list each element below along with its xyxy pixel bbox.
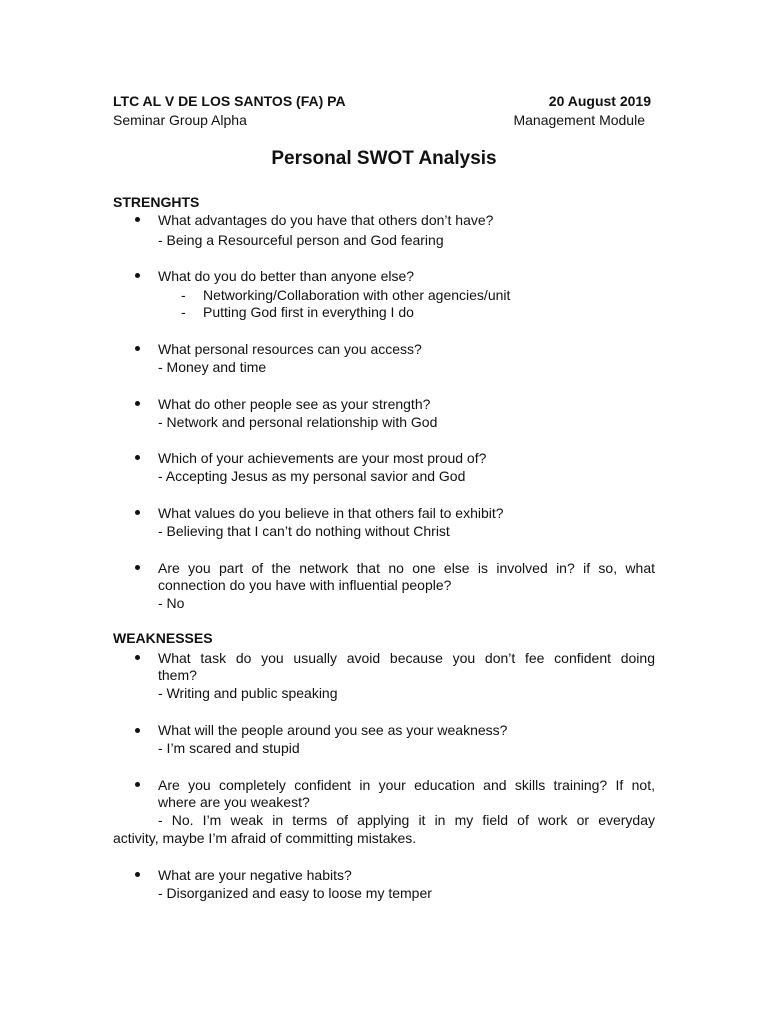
strength-answer-4: - Network and personal relationship with God: [158, 414, 438, 430]
strength-subitem-1: Networking/Collaboration with other agencies/unit: [203, 287, 511, 303]
bullet-icon: [135, 346, 140, 351]
strength-question-5: Which of your achievements are your most proud of?: [158, 450, 487, 466]
bullet-icon: [135, 728, 140, 733]
bullet-icon: [135, 217, 140, 222]
weaknesses-heading: WEAKNESSES: [113, 630, 213, 646]
dash-icon: -: [181, 287, 186, 303]
strength-question-3: What personal resources can you access?: [158, 341, 422, 357]
weakness-question-1-line-1: What task do you usually avoid because you don’t fee confident doing: [158, 650, 655, 666]
bullet-icon: [135, 655, 140, 660]
weakness-answer-3-line-2: activity, maybe I’m afraid of committing mistakes.: [113, 830, 417, 846]
weakness-answer-3-line-1: - No. I’m weak in terms of applying it in my field of work or everyday: [158, 812, 655, 828]
bullet-icon: [135, 455, 140, 460]
weakness-question-1-line-2: them?: [158, 667, 197, 683]
bullet-icon: [135, 782, 140, 787]
weakness-question-2: What will the people around you see as your weakness?: [158, 722, 508, 738]
strength-question-2: What do you do better than anyone else?: [158, 268, 415, 284]
weakness-question-3-line-2: where are you weakest?: [158, 794, 310, 810]
strength-question-4: What do other people see as your strength?: [158, 396, 431, 412]
bullet-icon: [135, 273, 140, 278]
bullet-icon: [135, 872, 140, 877]
strength-answer-1: - Being a Resourceful person and God fearing: [158, 232, 444, 248]
strength-answer-7: - No: [158, 595, 185, 611]
weakness-question-4: What are your negative habits?: [158, 867, 352, 883]
weakness-question-3-line-1: Are you completely confident in your education and skills training? If not,: [158, 777, 655, 793]
strength-question-7-line-2: connection do you have with influential people?: [158, 577, 452, 593]
strength-answer-6: - Believing that I can’t do nothing without Christ: [158, 523, 450, 539]
page-title: Personal SWOT Analysis: [271, 148, 497, 169]
strength-answer-3: - Money and time: [158, 359, 267, 375]
document-date: 20 August 2019: [548, 93, 651, 109]
weakness-answer-4: - Disorganized and easy to loose my temper: [158, 885, 432, 901]
strength-question-6: What values do you believe in that others fail to exhibit?: [158, 505, 504, 521]
author-name: LTC AL V DE LOS SANTOS (FA) PA: [113, 93, 346, 109]
dash-icon: -: [181, 304, 186, 320]
strengths-heading: STRENGHTS: [113, 194, 200, 210]
weakness-answer-2: - I’m scared and stupid: [158, 740, 300, 756]
strength-subitem-2: Putting God first in everything I do: [203, 304, 414, 320]
bullet-icon: [135, 510, 140, 515]
bullet-icon: [135, 565, 140, 570]
bullet-icon: [135, 401, 140, 406]
seminar-group: Seminar Group Alpha: [113, 112, 247, 128]
strength-question-1: What advantages do you have that others don’t have?: [158, 212, 494, 228]
module-name: Management Module: [513, 112, 645, 128]
weakness-answer-1: - Writing and public speaking: [158, 685, 338, 701]
strength-question-7-line-1: Are you part of the network that no one else is involved in? if so, what: [158, 560, 655, 576]
strength-answer-5: - Accepting Jesus as my personal savior and God: [158, 468, 466, 484]
